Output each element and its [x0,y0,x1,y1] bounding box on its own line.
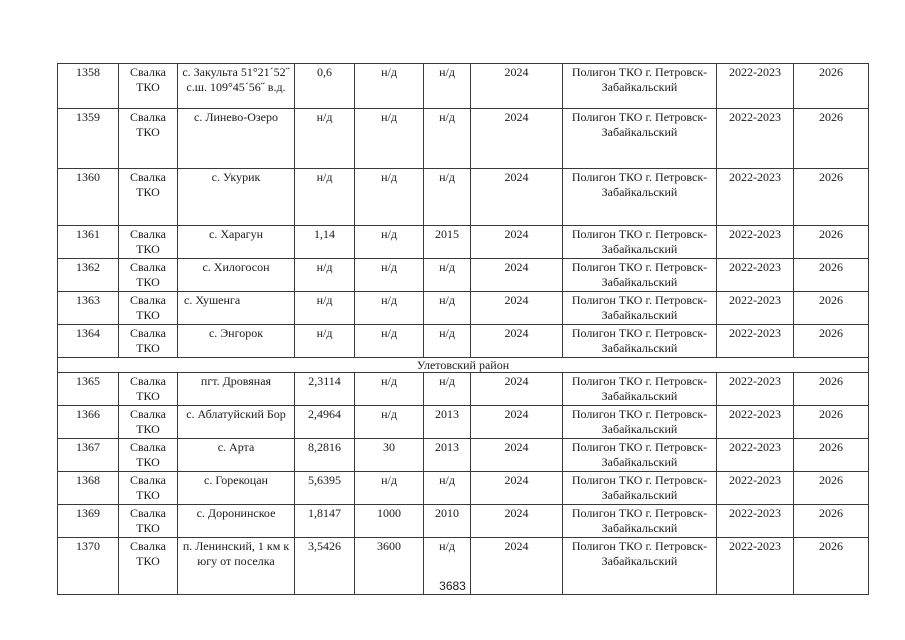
cell-type: Свалка ТКО [119,226,178,259]
cell-year-end: 2026 [794,439,869,472]
cell-no: 1364 [58,325,119,358]
cell-year-end: 2026 [794,406,869,439]
section-header-row [58,358,869,373]
cell-type: Свалка ТКО [119,472,178,505]
cell-location: п. Ленинский, 1 км к югу от поселка [178,538,295,595]
cell-location: с. Энгорок [178,325,295,358]
cell-year-end: 2026 [794,538,869,595]
cell-target: Полигон ТКО г. Петровск-Забайкальский [563,169,717,226]
cell-target: Полигон ТКО г. Петровск-Забайкальский [563,292,717,325]
cell-year-end: 2026 [794,64,869,109]
cell-volume: н/д [355,292,424,325]
cell-year-start: н/д [424,259,471,292]
cell-year-plan: 2024 [471,259,563,292]
cell-target: Полигон ТКО г. Петровск-Забайкальский [563,259,717,292]
cell-year-end: 2026 [794,292,869,325]
cell-area: 1,14 [295,226,355,259]
cell-period: 2022-2023 [717,505,794,538]
cell-target: Полигон ТКО г. Петровск-Забайкальский [563,538,717,595]
table-row [58,226,869,259]
cell-area: 8,2816 [295,439,355,472]
cell-type: Свалка ТКО [119,406,178,439]
cell-year-plan: 2024 [471,169,563,226]
table-row [58,109,869,169]
cell-year-plan: 2024 [471,292,563,325]
cell-volume: н/д [355,64,424,109]
cell-year-plan: 2024 [471,472,563,505]
cell-target: Полигон ТКО г. Петровск-Забайкальский [563,472,717,505]
table-row [58,325,869,358]
cell-location: с. Укурик [178,169,295,226]
cell-target: Полигон ТКО г. Петровск-Забайкальский [563,406,717,439]
cell-year-end: 2026 [794,259,869,292]
cell-area: 3,5426 [295,538,355,595]
table-row [58,406,869,439]
cell-year-start: н/д [424,169,471,226]
cell-year-end: 2026 [794,472,869,505]
cell-area: н/д [295,259,355,292]
cell-target: Полигон ТКО г. Петровск-Забайкальский [563,505,717,538]
cell-year-start: н/д [424,109,471,169]
cell-year-plan: 2024 [471,226,563,259]
cell-target: Полигон ТКО г. Петровск-Забайкальский [563,439,717,472]
cell-volume: н/д [355,373,424,406]
cell-volume: 3600 [355,538,424,595]
cell-no: 1362 [58,259,119,292]
cell-type: Свалка ТКО [119,169,178,226]
cell-period: 2022-2023 [717,226,794,259]
cell-year-end: 2026 [794,373,869,406]
cell-no: 1363 [58,292,119,325]
cell-volume: н/д [355,325,424,358]
cell-target: Полигон ТКО г. Петровск-Забайкальский [563,373,717,406]
cell-target: Полигон ТКО г. Петровск-Забайкальский [563,109,717,169]
table-row [58,64,869,109]
cell-period: 2022-2023 [717,325,794,358]
cell-year-plan: 2024 [471,406,563,439]
cell-year-start: н/д [424,292,471,325]
cell-type: Свалка ТКО [119,538,178,595]
cell-no: 1360 [58,169,119,226]
cell-year-start: 2013 [424,406,471,439]
cell-year-end: 2026 [794,505,869,538]
cell-target: Полигон ТКО г. Петровск-Забайкальский [563,64,717,109]
cell-period: 2022-2023 [717,373,794,406]
cell-year-end: 2026 [794,169,869,226]
cell-volume: 1000 [355,505,424,538]
cell-location: с. Арта [178,439,295,472]
cell-volume: н/д [355,472,424,505]
cell-period: 2022-2023 [717,169,794,226]
table-row [58,169,869,226]
cell-year-plan: 2024 [471,325,563,358]
cell-year-end: 2026 [794,226,869,259]
cell-year-start: 2013 [424,439,471,472]
cell-target: Полигон ТКО г. Петровск-Забайкальский [563,325,717,358]
cell-year-end: 2026 [794,325,869,358]
table-row [58,439,869,472]
cell-location: пгт. Дровяная [178,373,295,406]
cell-area: 2,3114 [295,373,355,406]
cell-period: 2022-2023 [717,406,794,439]
cell-area: н/д [295,292,355,325]
cell-year-start: н/д [424,325,471,358]
cell-year-plan: 2024 [471,538,563,595]
cell-area: 5,6395 [295,472,355,505]
cell-year-end: 2026 [794,109,869,169]
cell-volume: н/д [355,226,424,259]
cell-period: 2022-2023 [717,292,794,325]
cell-location: с. Аблатуйский Бор [178,406,295,439]
cell-type: Свалка ТКО [119,439,178,472]
cell-year-start: н/д [424,538,471,595]
cell-type: Свалка ТКО [119,259,178,292]
cell-no: 1369 [58,505,119,538]
table-row [58,292,869,325]
waste-sites-table [57,63,869,595]
cell-volume: 30 [355,439,424,472]
cell-no: 1358 [58,64,119,109]
cell-no: 1366 [58,406,119,439]
cell-year-start: н/д [424,64,471,109]
section-title: Улетовский район [58,358,869,373]
cell-target: Полигон ТКО г. Петровск-Забайкальский [563,226,717,259]
cell-year-plan: 2024 [471,505,563,538]
cell-location: с. Харагун [178,226,295,259]
cell-period: 2022-2023 [717,472,794,505]
cell-year-start: 2010 [424,505,471,538]
cell-location: с. Доронинское [178,505,295,538]
cell-no: 1361 [58,226,119,259]
cell-volume: н/д [355,406,424,439]
cell-period: 2022-2023 [717,64,794,109]
cell-area: н/д [295,109,355,169]
cell-volume: н/д [355,169,424,226]
cell-year-plan: 2024 [471,64,563,109]
cell-period: 2022-2023 [717,259,794,292]
cell-year-start: н/д [424,472,471,505]
cell-type: Свалка ТКО [119,64,178,109]
cell-location: с. Горекоцан [178,472,295,505]
cell-no: 1367 [58,439,119,472]
cell-type: Свалка ТКО [119,292,178,325]
cell-no: 1365 [58,373,119,406]
cell-year-start: 2015 [424,226,471,259]
cell-location: с. Хилогосон [178,259,295,292]
cell-location: с. Хушенга [178,292,295,325]
table-row [58,505,869,538]
cell-period: 2022-2023 [717,109,794,169]
cell-no: 1370 [58,538,119,595]
cell-area: н/д [295,325,355,358]
cell-period: 2022-2023 [717,538,794,595]
cell-volume: н/д [355,259,424,292]
cell-area: н/д [295,169,355,226]
cell-area: 0,6 [295,64,355,109]
page-number: 3683 [439,579,466,593]
table-row [58,373,869,406]
cell-no: 1368 [58,472,119,505]
cell-area: 2,4964 [295,406,355,439]
cell-year-plan: 2024 [471,109,563,169]
table-row [58,259,869,292]
table-row [58,472,869,505]
cell-location: с. Закульта 51°21´52˝ с.ш. 109°45´56˝ в.д. [178,64,295,109]
cell-type: Свалка ТКО [119,109,178,169]
cell-year-plan: 2024 [471,439,563,472]
cell-no: 1359 [58,109,119,169]
cell-location: с. Линево-Озеро [178,109,295,169]
cell-type: Свалка ТКО [119,325,178,358]
cell-volume: н/д [355,109,424,169]
cell-year-start: н/д [424,373,471,406]
cell-type: Свалка ТКО [119,373,178,406]
cell-period: 2022-2023 [717,439,794,472]
cell-type: Свалка ТКО [119,505,178,538]
cell-year-plan: 2024 [471,373,563,406]
cell-area: 1,8147 [295,505,355,538]
